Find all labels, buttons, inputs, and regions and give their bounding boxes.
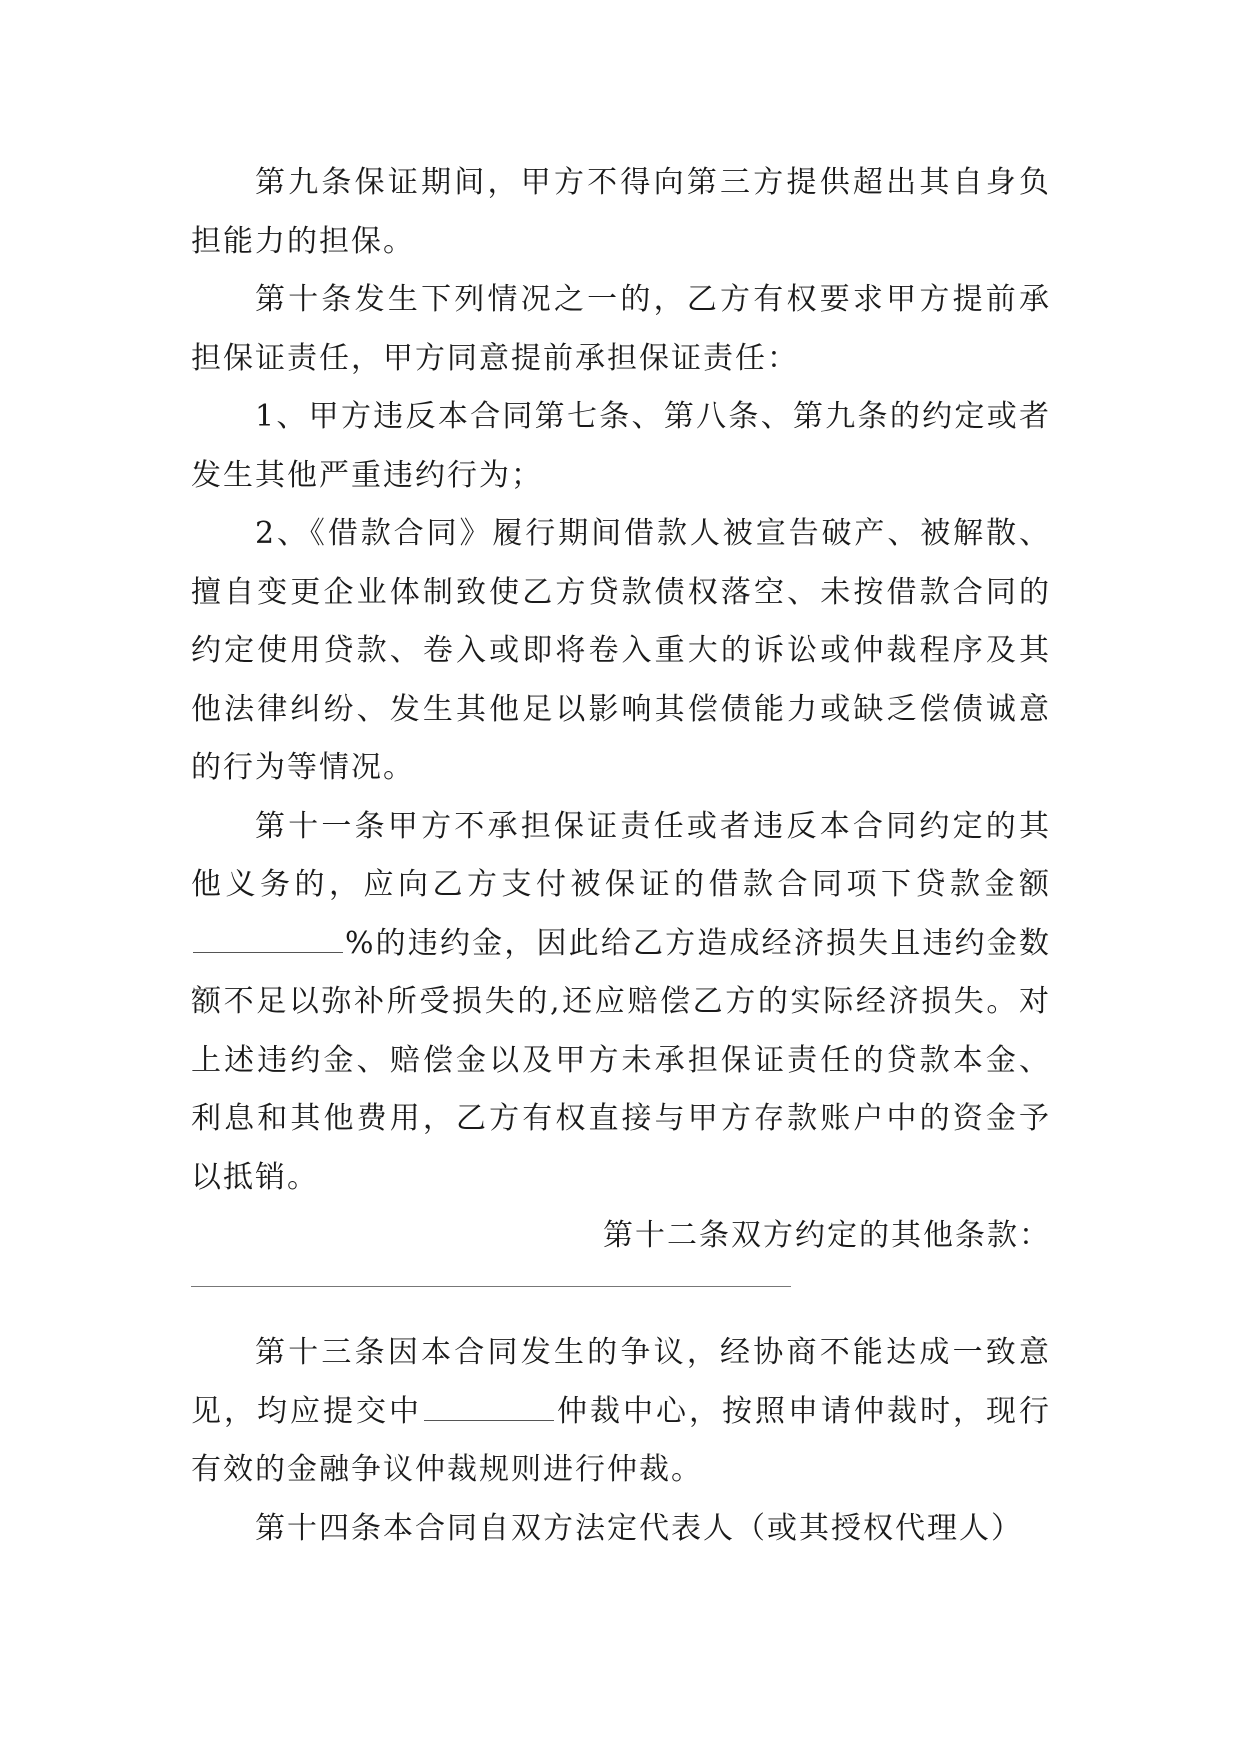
article-10-item-1: 1、甲方违反本合同第七条、第八条、第九条的约定或者发生其他严重违约行为； [191, 399, 1051, 493]
article-10-intro: 第十条发生下列情况之一的，乙方有权要求甲方提前承担保证责任，甲方同意提前承担保证责任： [191, 282, 1051, 376]
article-10-item-2: 2、《借款合同》履行期间借款人被宣告破产、被解散、擅自变更企业体制致使乙方贷款债权落空、未按借款合同的约定使用贷款、卷入或即将卷入重大的诉讼或仲裁程序及其他法律纠纷、发生其他足以影响其偿债能力或缺乏偿债诚意的行为等情况。 [191, 516, 1051, 785]
article-9: 第九条保证期间，甲方不得向第三方提供超出其自身负担能力的担保。 [191, 165, 1051, 259]
article-13-text-1: 第十三条因本合同发生的争议，经协商不能达成一致意见，均应提交中 [191, 1335, 1051, 1429]
article-11 [191, 798, 1051, 1208]
article-14: 第十四条本合同自双方法定代表人（或其授权代理人） [255, 1510, 1023, 1546]
article-13-text-2: 仲裁中心，按照申请仲裁时，现行有效的金融争议仲裁规则进行仲裁。 [191, 1393, 1051, 1487]
article-13 [191, 1324, 1051, 1500]
article-12: 第十二条双方约定的其他条款： [603, 1218, 1051, 1253]
article-11-text-1: 第十一条甲方不承担保证责任或者违反本合同约定的其他义务的，应向乙方支付被保证的借款合同项下贷款金额 [191, 808, 1051, 902]
article-11-text-2: %的违约金，因此给乙方造成经济损失且违约金数额不足以弥补所受损失的,还应赔偿乙方的实际经济损失。对上述违约金、赔偿金以及甲方未承担保证责任的贷款本金、利息和其他费用，乙方有权直接与甲方存款账户中的资金予以抵销。 [191, 925, 1051, 1195]
penalty-rate-blank [193, 926, 343, 953]
contract-body [191, 154, 1051, 1558]
other-terms-blank-line [191, 1266, 1051, 1325]
arbitration-center-blank [424, 1394, 554, 1421]
